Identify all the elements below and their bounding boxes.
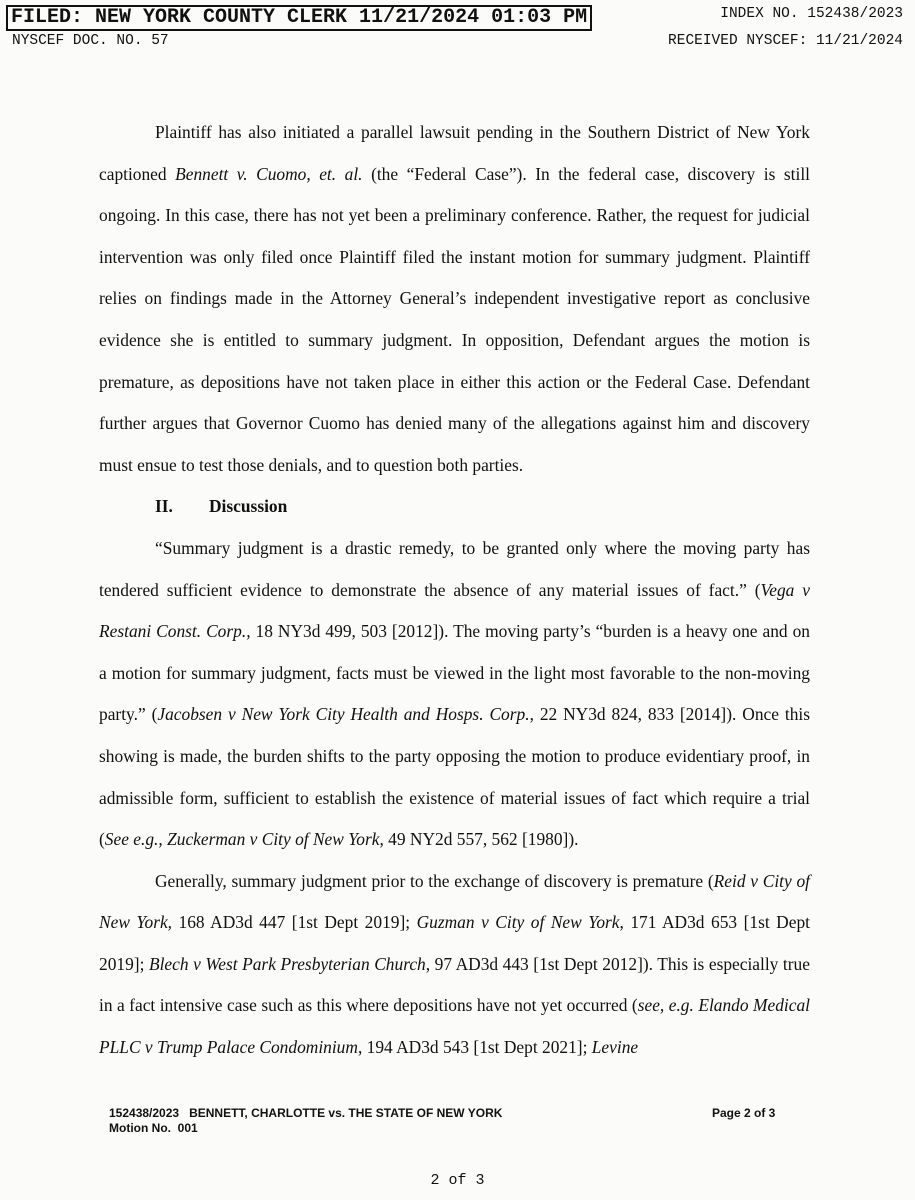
index-number: INDEX NO. 152438/2023 [720, 6, 903, 22]
section-heading [99, 486, 810, 528]
footer-motion-line: Motion No. 001 [109, 1121, 198, 1135]
section-number: II. [155, 496, 173, 517]
section-title: Discussion [209, 496, 288, 517]
doc-number: NYSCEF DOC. NO. 57 [12, 33, 169, 49]
received-date: RECEIVED NYSCEF: 11/21/2024 [668, 33, 903, 49]
page-counter: 2 of 3 [430, 1172, 485, 1189]
document-body [99, 112, 810, 1069]
footer-case-line: 152438/2023 BENNETT, CHARLOTTE vs. THE STATE OF NEW YORK [109, 1106, 503, 1120]
paragraph-premature-discovery: Generally, summary judgment prior to the exchange of discovery is premature (Reid v City of New York, 168 AD3d 447 [1st Dept 2019]; Guzman v City of New York, 171 AD3d 653 [1st Dept 2019]; Blech v West Park Presbyterian Church, 97 AD3d 443 [1st Dept 2012]). This is especially true in a fact intensive case such as this where depositions have not yet occurred (see, e.g. Elando Medical PLLC v Trump Palace Condominium, 194 AD3d 543 [1st Dept 2021]; Levine [99, 870, 811, 1058]
footer-case-info [109, 1106, 502, 1136]
footer-page-label: Page 2 of 3 [712, 1106, 776, 1120]
filed-stamp: FILED: NEW YORK COUNTY CLERK 11/21/2024 01:03 PM [6, 5, 592, 31]
paragraph-summary-judgment: “Summary judgment is a drastic remedy, to be granted only where the moving party has tendered sufficient evidence to demonstrate the absence of any material issues of fact.” (Vega v Restani Const. Corp., 18 NY3d 499, 503 [2012]). The moving party’s “burden is a heavy one and on a motion for summary judgment, facts must be viewed in the light most favorable to the non-moving party.” (Jacobsen v New York City Health and Hosps. Corp., 22 NY3d 824, 833 [2014]). Once this showing is made, the burden shifts to the party opposing the motion to produce evidentiary proof, in admissible form, sufficient to establish the existence of material issues of fact which require a trial (See e.g., Zuckerman v City of New York, 49 NY2d 557, 562 [1980]). [99, 537, 811, 850]
paragraph-federal-case: Plaintiff has also initiated a parallel lawsuit pending in the Southern District of New York captioned Bennett v. Cuomo, et. al. (the “Federal Case”). In the federal case, discovery is still ongoing. In this case, there has not yet been a preliminary conference. Rather, the request for judicial intervention was only filed once Plaintiff filed the instant motion for summary judgment. Plaintiff relies on findings made in the Attorney General’s independent investigative report as conclusive evidence she is entitled to summary judgment. In opposition, Defendant argues the motion is premature, as depositions have not taken place in either this action or the Federal Case. Defendant further argues that Governor Cuomo has denied many of the allegations against him and discovery must ensue to test those denials, and to question both parties. [99, 122, 810, 475]
